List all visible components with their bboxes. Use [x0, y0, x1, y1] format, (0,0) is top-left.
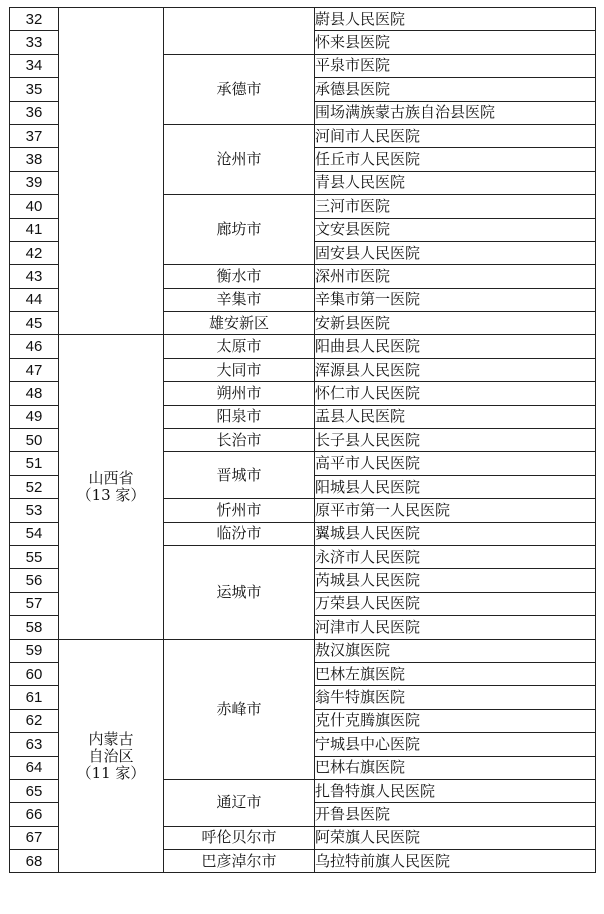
- hospital-name: 围场满族蒙古族自治县医院: [315, 101, 596, 124]
- row-number: 48: [10, 382, 59, 405]
- hospital-name: 开鲁县医院: [315, 803, 596, 826]
- hospital-name: 翼城县人民医院: [315, 522, 596, 545]
- row-number: 56: [10, 569, 59, 592]
- city-cell: 临汾市: [164, 522, 315, 545]
- hospital-name: 扎鲁特旗人民医院: [315, 779, 596, 802]
- hospital-name: 深州市医院: [315, 265, 596, 288]
- row-number: 47: [10, 358, 59, 381]
- hospital-name: 长子县人民医院: [315, 429, 596, 452]
- row-number: 55: [10, 545, 59, 568]
- row-number: 61: [10, 686, 59, 709]
- hospital-name: 敖汉旗医院: [315, 639, 596, 662]
- hospital-table: [9, 7, 596, 873]
- row-number: 32: [10, 8, 59, 31]
- hospital-name: 宁城县中心医院: [315, 733, 596, 756]
- hospital-name: 怀来县医院: [315, 31, 596, 54]
- city-cell: 赤峰市: [164, 639, 315, 779]
- hospital-name: 蔚县人民医院: [315, 8, 596, 31]
- hospital-name: 固安县人民医院: [315, 241, 596, 264]
- row-number: 59: [10, 639, 59, 662]
- row-number: 57: [10, 592, 59, 615]
- city-cell: [164, 8, 315, 55]
- row-number: 38: [10, 148, 59, 171]
- province-name: 内蒙古: [88, 729, 134, 748]
- hospital-name: 安新县医院: [315, 312, 596, 335]
- city-cell: 运城市: [164, 545, 315, 639]
- hospital-name: 青县人民医院: [315, 171, 596, 194]
- province-count: （11 家）: [76, 763, 146, 782]
- city-cell: 承德市: [164, 54, 315, 124]
- row-number: 41: [10, 218, 59, 241]
- city-cell: 衡水市: [164, 265, 315, 288]
- row-number: 54: [10, 522, 59, 545]
- table-row: [10, 8, 596, 31]
- province-count: （13 家）: [76, 486, 146, 504]
- city-cell: 通辽市: [164, 779, 315, 826]
- city-cell: 辛集市: [164, 288, 315, 311]
- hospital-name: 高平市人民医院: [315, 452, 596, 475]
- row-number: 51: [10, 452, 59, 475]
- row-number: 64: [10, 756, 59, 779]
- hospital-name: 阳城县人民医院: [315, 475, 596, 498]
- row-number: 62: [10, 709, 59, 732]
- hospital-name: 河津市人民医院: [315, 616, 596, 639]
- hospital-name: 浑源县人民医院: [315, 358, 596, 381]
- hospital-name: 怀仁市人民医院: [315, 382, 596, 405]
- row-number: 42: [10, 241, 59, 264]
- row-number: 35: [10, 78, 59, 101]
- city-cell: 廊坊市: [164, 195, 315, 265]
- hospital-name: 克什克腾旗医院: [315, 709, 596, 732]
- hospital-name: 三河市医院: [315, 195, 596, 218]
- row-number: 36: [10, 101, 59, 124]
- row-number: 39: [10, 171, 59, 194]
- row-number: 58: [10, 616, 59, 639]
- hospital-name: 巴林左旗医院: [315, 662, 596, 685]
- province-name: 自治区: [88, 746, 134, 765]
- row-number: 68: [10, 850, 59, 873]
- hospital-name: 乌拉特前旗人民医院: [315, 850, 596, 873]
- city-cell: 阳泉市: [164, 405, 315, 428]
- city-cell: 长治市: [164, 429, 315, 452]
- hospital-name: 阳曲县人民医院: [315, 335, 596, 358]
- hospital-name: 河间市人民医院: [315, 124, 596, 147]
- row-number: 40: [10, 195, 59, 218]
- province-name: 山西省: [88, 469, 134, 487]
- city-cell: 忻州市: [164, 499, 315, 522]
- row-number: 67: [10, 826, 59, 849]
- row-number: 49: [10, 405, 59, 428]
- row-number: 60: [10, 662, 59, 685]
- province-cell: [59, 639, 164, 873]
- table-row: [10, 335, 596, 358]
- city-cell: 太原市: [164, 335, 315, 358]
- row-number: 37: [10, 124, 59, 147]
- hospital-name: 芮城县人民医院: [315, 569, 596, 592]
- city-cell: 大同市: [164, 358, 315, 381]
- province-cell: [59, 8, 164, 335]
- hospital-name: 辛集市第一医院: [315, 288, 596, 311]
- hospital-name: 承德县医院: [315, 78, 596, 101]
- row-number: 53: [10, 499, 59, 522]
- city-cell: 沧州市: [164, 124, 315, 194]
- row-number: 44: [10, 288, 59, 311]
- hospital-name: 永济市人民医院: [315, 545, 596, 568]
- city-cell: 晋城市: [164, 452, 315, 499]
- city-cell: 雄安新区: [164, 312, 315, 335]
- table-row: [10, 639, 596, 662]
- row-number: 63: [10, 733, 59, 756]
- hospital-name: 万荣县人民医院: [315, 592, 596, 615]
- row-number: 66: [10, 803, 59, 826]
- city-cell: 朔州市: [164, 382, 315, 405]
- hospital-name: 巴林右旗医院: [315, 756, 596, 779]
- hospital-name: 翁牛特旗医院: [315, 686, 596, 709]
- hospital-name: 平泉市医院: [315, 54, 596, 77]
- row-number: 65: [10, 779, 59, 802]
- hospital-name: 文安县医院: [315, 218, 596, 241]
- row-number: 45: [10, 312, 59, 335]
- hospital-name: 任丘市人民医院: [315, 148, 596, 171]
- row-number: 34: [10, 54, 59, 77]
- province-cell: [59, 335, 164, 639]
- row-number: 43: [10, 265, 59, 288]
- row-number: 52: [10, 475, 59, 498]
- row-number: 33: [10, 31, 59, 54]
- hospital-name: 原平市第一人民医院: [315, 499, 596, 522]
- row-number: 46: [10, 335, 59, 358]
- row-number: 50: [10, 429, 59, 452]
- hospital-name: 阿荣旗人民医院: [315, 826, 596, 849]
- city-cell: 呼伦贝尔市: [164, 826, 315, 849]
- city-cell: 巴彦淖尔市: [164, 850, 315, 873]
- hospital-name: 盂县人民医院: [315, 405, 596, 428]
